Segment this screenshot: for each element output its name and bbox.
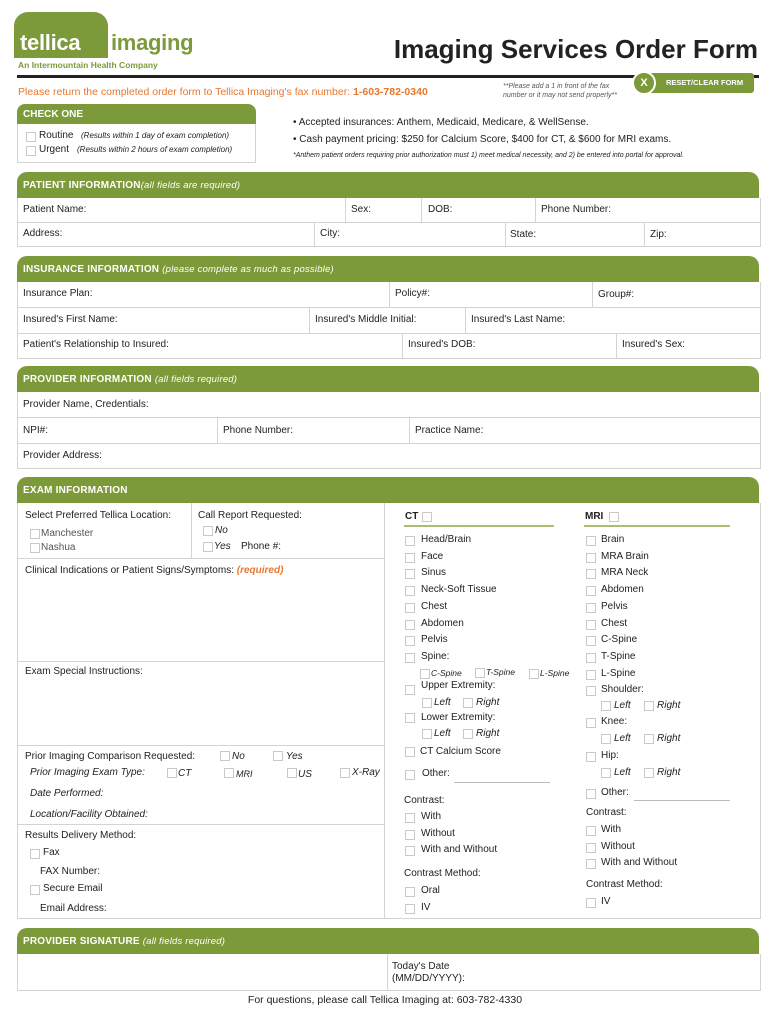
- nashua-checkbox[interactable]: [30, 543, 40, 553]
- hip-label: Hip:: [601, 750, 619, 761]
- mri-exam-checkbox-2[interactable]: [586, 553, 596, 563]
- mri-exam-checkbox-6[interactable]: [586, 620, 596, 630]
- ct-exam-label-3: Sinus: [421, 567, 447, 579]
- fax-label: Fax: [43, 847, 60, 858]
- exam-header: EXAM INFORMATION: [17, 477, 759, 503]
- prior-ct-checkbox[interactable]: [167, 768, 177, 778]
- mri-exam-label-6: Chest: [601, 617, 628, 629]
- provider-address-field[interactable]: Provider Address:: [23, 450, 102, 461]
- mri-contrast-label-3: With and Without: [601, 857, 678, 868]
- practice-name-field[interactable]: Practice Name:: [415, 425, 484, 436]
- fax-notice: [18, 86, 428, 98]
- fax-checkbox[interactable]: [30, 849, 40, 859]
- shoulder-right-label: Right: [657, 700, 681, 711]
- logo-word-tellica: tellica: [20, 30, 81, 55]
- prior-yes-label: Yes: [286, 751, 303, 762]
- ct-exam-label-8: Spine:: [421, 650, 450, 662]
- patient-dob-field[interactable]: DOB:: [428, 204, 453, 215]
- mri-checkbox[interactable]: [609, 512, 619, 522]
- policy-field[interactable]: Policy#:: [395, 288, 431, 299]
- c-spine-label: C-Spine: [431, 668, 462, 678]
- ct-exam-label-7: Pelvis: [421, 634, 448, 646]
- fax-number: 1-603-782-0340: [353, 86, 428, 98]
- npi-field[interactable]: NPI#:: [23, 425, 49, 436]
- mri-exam-checkbox-9[interactable]: [586, 670, 596, 680]
- prior-type-label: Prior Imaging Exam Type:: [30, 767, 145, 778]
- upper-extremity-label: Upper Extremity:: [421, 680, 496, 691]
- upper-extremity-checkbox[interactable]: [405, 685, 415, 695]
- prior-no-label: No: [232, 751, 245, 762]
- page-title: Imaging Services Order Form: [393, 34, 758, 64]
- routine-checkbox[interactable]: [26, 132, 36, 142]
- mri-contrast-checkbox-3[interactable]: [586, 859, 596, 869]
- hip-left-checkbox[interactable]: [601, 768, 611, 778]
- mri-other-input[interactable]: [634, 800, 730, 801]
- ct-other-input[interactable]: [454, 782, 550, 783]
- ct-other-label: Other:: [422, 768, 450, 779]
- l-spine-checkbox[interactable]: [529, 669, 539, 679]
- insured-middle-initial-field[interactable]: Insured's Middle Initial:: [315, 314, 417, 325]
- ct-exam-checkbox-3[interactable]: [405, 569, 415, 579]
- logo: [14, 12, 214, 74]
- ct-exam-checkbox-7[interactable]: [405, 636, 415, 646]
- footer-phone: 603-782-4330: [456, 994, 523, 1006]
- mri-exam-label-1: Brain: [601, 534, 625, 545]
- calcium-score-label: CT Calcium Score: [420, 746, 501, 757]
- ct-exam-checkbox-5[interactable]: [405, 603, 415, 613]
- mri-exam-label-7: C-Spine: [601, 634, 638, 646]
- urgent-label: Urgent: [39, 144, 70, 155]
- call-report-phone-field[interactable]: Phone #:: [241, 541, 282, 552]
- ct-exam-checkbox-8[interactable]: [405, 653, 415, 663]
- prior-yes-checkbox[interactable]: [273, 751, 283, 761]
- fax-note: **Please add a 1 in front of the fax number or it may not send properly**: [503, 83, 617, 99]
- insured-last-name-field[interactable]: Insured's Last Name:: [471, 314, 566, 325]
- insurance-bullet: • Accepted insurances: Anthem, Medicaid, Medicare, & WellSense.: [293, 117, 589, 128]
- lower-extremity-label: Lower Extremity:: [421, 712, 496, 723]
- mri-exam-label-4: Abdomen: [601, 584, 644, 596]
- mri-exam-label-9: L-Spine: [601, 667, 636, 679]
- x-icon: X: [632, 71, 656, 95]
- signature-header: PROVIDER SIGNATURE (all fields required): [17, 928, 759, 954]
- required-label: (required): [236, 565, 284, 576]
- insured-first-name-field[interactable]: Insured's First Name:: [23, 314, 118, 325]
- check-one-header: CHECK ONE: [17, 104, 256, 124]
- date-performed-field[interactable]: Date Performed:: [30, 788, 104, 799]
- hip-left-label: Left: [614, 767, 631, 778]
- signature-field[interactable]: [18, 955, 386, 989]
- ct-method-checkbox-2[interactable]: [405, 904, 415, 914]
- mri-exam-checkbox-5[interactable]: [586, 603, 596, 613]
- insured-dob-field[interactable]: Insured's DOB:: [408, 339, 476, 350]
- ct-method-label-2: IV: [421, 902, 431, 913]
- mri-exam-checkbox-7[interactable]: [586, 636, 596, 646]
- manchester-checkbox[interactable]: [30, 529, 40, 539]
- shoulder-left-checkbox[interactable]: [601, 701, 611, 711]
- mri-contrast-label-1: With: [601, 824, 621, 835]
- ct-exam-label-2: Face: [421, 550, 444, 562]
- provider-header: PROVIDER INFORMATION (all fields required): [17, 366, 759, 392]
- patient-city-field[interactable]: City:: [320, 228, 340, 239]
- group-field[interactable]: Group#:: [598, 289, 635, 300]
- patient-address-field[interactable]: Address:: [23, 228, 63, 239]
- knee-left-label: Left: [614, 733, 631, 744]
- call-report-no-label: No: [215, 525, 228, 536]
- c-spine-checkbox[interactable]: [420, 669, 430, 679]
- prior-mri-checkbox[interactable]: [224, 768, 234, 778]
- logo-word-imaging: imaging: [111, 30, 194, 55]
- mri-exam-checkbox-10[interactable]: [586, 686, 596, 696]
- todays-date-field[interactable]: Today's Date (MM/DD/YYYY):: [392, 961, 465, 984]
- lower-extremity-checkbox[interactable]: [405, 713, 415, 723]
- t-spine-label: T-Spine: [486, 667, 515, 677]
- ct-exam-label-5: Chest: [421, 600, 448, 612]
- upper-right-label: Right: [476, 697, 500, 708]
- mri-exam-checkbox-3[interactable]: [586, 569, 596, 579]
- ct-contrast-label-1: With: [421, 811, 441, 822]
- upper-left-label: Left: [434, 697, 451, 708]
- mri-exam-checkbox-1[interactable]: [586, 536, 596, 546]
- ct-contrast-label-2: Without: [421, 827, 455, 839]
- mri-exam-checkbox-4[interactable]: [586, 586, 596, 596]
- prior-no-checkbox[interactable]: [220, 751, 230, 761]
- email-address-field[interactable]: Email Address:: [40, 903, 107, 914]
- prior-xray-checkbox[interactable]: [340, 768, 350, 778]
- reset-button[interactable]: [636, 73, 754, 93]
- mri-method-checkbox-1[interactable]: [586, 898, 596, 908]
- anthem-note: *Anthem patient orders requiring prior authorization must 1) meet medical necessity, and 2) be entered into portal for approval.: [293, 152, 684, 159]
- insurance-header: INSURANCE INFORMATION (please complete as much as possible): [17, 256, 759, 282]
- mri-contrast-checkbox-2[interactable]: [586, 843, 596, 853]
- upper-right-checkbox[interactable]: [463, 698, 473, 708]
- secure-email-label: Secure Email: [43, 883, 103, 894]
- shoulder-left-label: Left: [614, 700, 631, 711]
- patient-sex-field[interactable]: Sex:: [351, 204, 372, 215]
- mri-divider: [584, 525, 730, 527]
- manchester-label: Manchester: [41, 528, 94, 539]
- call-report-label: Call Report Requested:: [198, 510, 302, 521]
- routine-note: (Results within 1 day of exam completion): [81, 131, 230, 140]
- mri-exam-label-5: Pelvis: [601, 600, 628, 612]
- upper-left-checkbox[interactable]: [422, 698, 432, 708]
- prior-mri-label: MRI: [236, 769, 253, 779]
- provider-phone-field[interactable]: Phone Number:: [223, 425, 294, 436]
- lower-right-label: Right: [476, 728, 500, 739]
- mri-other-checkbox[interactable]: [586, 789, 596, 799]
- knee-right-checkbox[interactable]: [644, 734, 654, 744]
- ct-contrast-checkbox-1[interactable]: [405, 813, 415, 823]
- l-spine-label: L-Spine: [540, 668, 570, 678]
- mri-exam-label-3: MRA Neck: [601, 567, 649, 579]
- mri-method-label-1: IV: [601, 896, 611, 907]
- ct-method-checkbox-1[interactable]: [405, 887, 415, 897]
- ct-other-checkbox[interactable]: [405, 770, 415, 780]
- ct-exam-label-4: Neck-Soft Tissue: [421, 584, 497, 596]
- ct-contrast-method-label: Contrast Method:: [404, 868, 481, 879]
- prior-comparison-label: Prior Imaging Comparison Requested:: [25, 751, 196, 762]
- footer: For questions, please call Tellica Imaging at: 603-782-4330: [247, 994, 523, 1006]
- patient-state-field[interactable]: State:: [510, 229, 537, 240]
- calcium-score-checkbox[interactable]: [405, 747, 415, 757]
- prior-ct-label: CT: [178, 768, 192, 779]
- lower-right-checkbox[interactable]: [463, 729, 473, 739]
- lower-left-label: Left: [434, 728, 451, 739]
- hip-checkbox[interactable]: [586, 752, 596, 762]
- ct-title: CT: [405, 511, 419, 522]
- knee-label: Knee:: [601, 716, 628, 727]
- shoulder-right-checkbox[interactable]: [644, 701, 654, 711]
- insured-sex-field[interactable]: Insured's Sex:: [622, 339, 686, 350]
- mri-exam-label-2: MRA Brain: [601, 550, 649, 562]
- logo-tagline: An Intermountain Health Company: [18, 60, 158, 70]
- mri-exam-label-8: T-Spine: [601, 650, 636, 662]
- special-instructions-field[interactable]: Exam Special Instructions:: [25, 666, 143, 677]
- urgent-checkbox[interactable]: [26, 146, 36, 156]
- fax-notice-text: Please return the completed order form to Tellica Imaging's fax number:: [18, 86, 351, 98]
- knee-checkbox[interactable]: [586, 718, 596, 728]
- mri-contrast-checkbox-1[interactable]: [586, 826, 596, 836]
- ct-exam-checkbox-4[interactable]: [405, 586, 415, 596]
- location-label: Select Preferred Tellica Location:: [25, 510, 172, 521]
- mri-title: MRI: [585, 511, 604, 522]
- ct-divider: [404, 525, 554, 527]
- provider-name-field[interactable]: Provider Name, Credentials:: [23, 399, 149, 410]
- ct-checkbox[interactable]: [422, 512, 432, 522]
- urgent-note: (Results within 2 hours of exam completion): [77, 145, 233, 154]
- ct-contrast-checkbox-3[interactable]: [405, 846, 415, 856]
- hip-right-checkbox[interactable]: [644, 768, 654, 778]
- pricing-bullet: • Cash payment pricing: $250 for Calcium Score, $400 for CT, & $600 for MRI exams.: [293, 134, 672, 145]
- mri-exam-label-10: Shoulder:: [601, 684, 644, 696]
- patient-header: PATIENT INFORMATION(all fields are required): [17, 172, 759, 198]
- ct-exam-checkbox-2[interactable]: [405, 553, 415, 563]
- knee-left-checkbox[interactable]: [601, 734, 611, 744]
- results-delivery-label: Results Delivery Method:: [25, 830, 137, 841]
- location-obtained-field[interactable]: Location/Facility Obtained:: [30, 809, 148, 820]
- call-report-yes-checkbox[interactable]: [203, 542, 213, 552]
- call-report-yes-label: Yes: [214, 541, 231, 552]
- ct-exam-label-6: Abdomen: [421, 617, 464, 629]
- ct-exam-label-1: Head/Brain: [421, 534, 472, 545]
- ct-exam-checkbox-1[interactable]: [405, 536, 415, 546]
- mri-exam-checkbox-8[interactable]: [586, 653, 596, 663]
- t-spine-checkbox[interactable]: [475, 668, 485, 678]
- patient-zip-field[interactable]: Zip:: [650, 229, 667, 240]
- knee-right-label: Right: [657, 733, 681, 744]
- ct-exam-checkbox-6[interactable]: [405, 620, 415, 630]
- prior-us-checkbox[interactable]: [287, 768, 297, 778]
- hip-right-label: Right: [657, 767, 681, 778]
- call-report-no-checkbox[interactable]: [203, 526, 213, 536]
- nashua-label: Nashua: [41, 542, 76, 553]
- prior-us-label: US: [298, 769, 312, 780]
- ct-contrast-label-3: With and Without: [421, 844, 498, 855]
- routine-label: Routine: [39, 130, 74, 141]
- reset-button-label: RESET/CLEAR FORM: [666, 78, 744, 87]
- relationship-field[interactable]: Patient's Relationship to Insured:: [23, 339, 169, 350]
- mri-contrast-label-2: Without: [601, 840, 635, 852]
- lower-left-checkbox[interactable]: [422, 729, 432, 739]
- ct-contrast-label: Contrast:: [404, 795, 445, 806]
- mri-contrast-label: Contrast:: [586, 807, 627, 818]
- ct-contrast-checkbox-2[interactable]: [405, 830, 415, 840]
- prior-xray-label: X-Ray: [352, 767, 380, 778]
- mri-contrast-method-label: Contrast Method:: [586, 879, 663, 890]
- clinical-indications-field[interactable]: Clinical Indications or Patient Signs/Symptoms: (required): [25, 565, 284, 576]
- insurance-plan-field[interactable]: Insurance Plan:: [23, 288, 93, 299]
- secure-email-checkbox[interactable]: [30, 885, 40, 895]
- patient-phone-field[interactable]: Phone Number:: [541, 204, 612, 215]
- mri-other-label: Other:: [601, 787, 629, 798]
- ct-method-label-1: Oral: [421, 885, 440, 896]
- patient-name-field[interactable]: Patient Name:: [23, 204, 87, 215]
- fax-number-field[interactable]: FAX Number:: [40, 866, 101, 877]
